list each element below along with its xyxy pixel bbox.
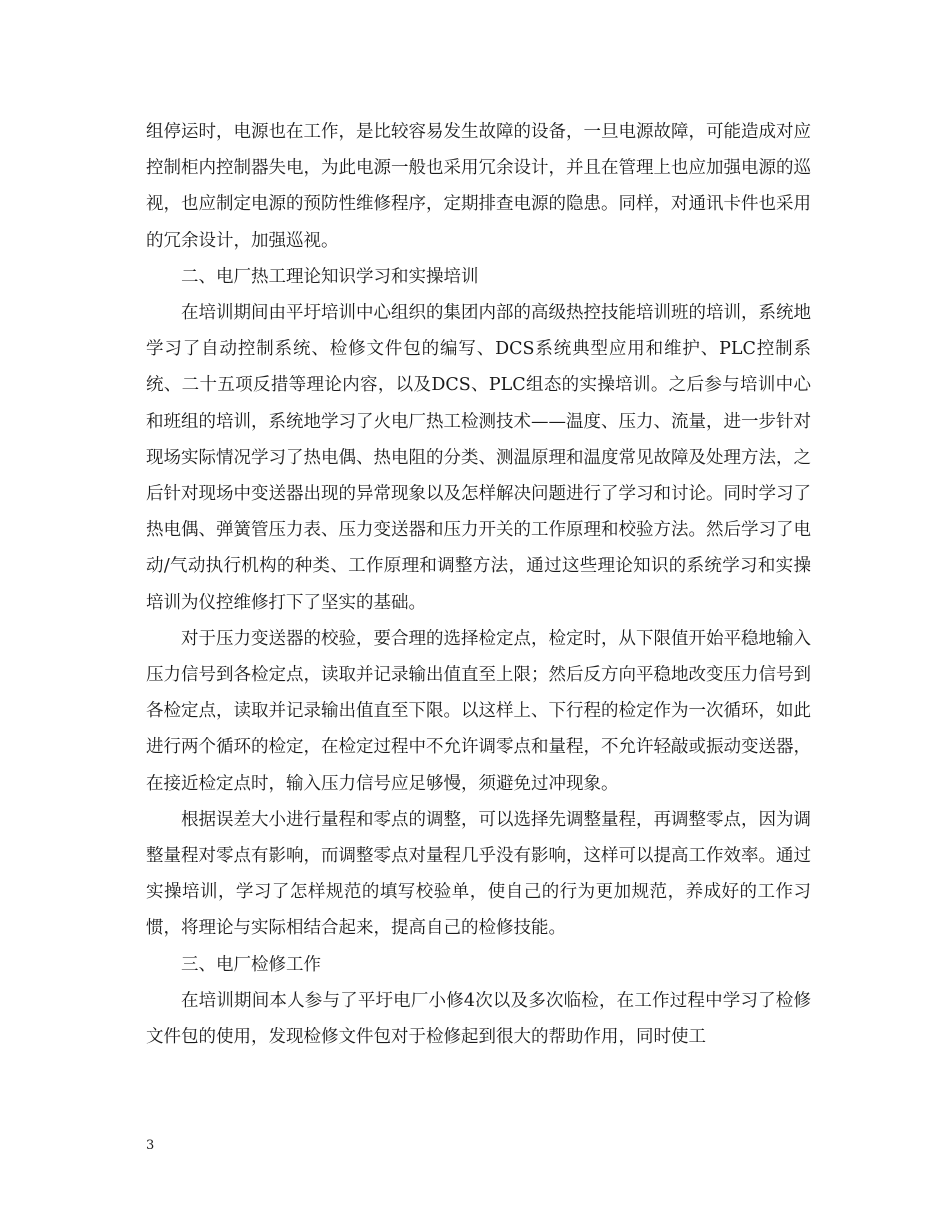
- paragraph-maintenance-work: 在培训期间本人参与了平圩电厂小修4次以及多次临检，在工作过程中学习了检修文件包的使用，发现检修文件包对于检修起到很大的帮助作用，同时使工: [146, 990, 811, 1048]
- page-number: 3: [146, 1138, 155, 1153]
- paragraph-transmitter-calibration: 对于压力变送器的校验，要合理的选择检定点，检定时，从下限值开始平稳地输入压力信号到各检定点，读取并记录输出值直至上限；然后反方向平稳地改变压力信号到各检定点，读取并记录输出值直至下限。以这样上、下行程的检定作为一次循环，如此进行两个循环的检定，在检定过程中不允许调零点和量程，不允许轻敲或振动变送器，在接近检定点时，输入压力信号应足够慢，须避免过冲现象。: [146, 628, 811, 794]
- paragraph-power-redundancy: 组停运时，电源也在工作，是比较容易发生故障的设备，一旦电源故障，可能造成对应控制柜内控制器失电，为此电源一般也采用冗余设计，并且在管理上也应加强电源的巡视，也应制定电源的预防性维修程序，定期排查电源的隐患。同样，对通讯卡件也采用的冗余设计，加强巡视。: [146, 122, 811, 251]
- section-heading-training: 二、电厂热工理论知识学习和实操培训: [181, 266, 479, 287]
- section-heading-maintenance: 三、电厂检修工作: [181, 954, 321, 975]
- paragraph-training-content: 在培训期间由平圩培训中心组织的集团内部的高级热控技能培训班的培训，系统地学习了自动控制系统、检修文件包的编写、DCS系统典型应用和维护、PLC控制系统、二十五项反措等理论内容，以及DCS、PLC组态的实操培训。之后参与培训中心和班组的培训，系统地学习了火电厂热工检测技术——温度、压力、流量，进一步针对现场实际情况学习了热电偶、热电阻的分类、测温原理和温度常见故障及处理方法，之后针对现场中变送器出现的异常现象以及怎样解决问题进行了学习和讨论。同时学习了热电偶、弹簧管压力表、压力变送器和压力开关的工作原理和校验方法。然后学习了电动/气动执行机构的种类、工作原理和调整方法，通过这些理论知识的系统学习和实操培训为仪控维修打下了坚实的基础。: [146, 303, 811, 613]
- paragraph-zero-span-adjustment: 根据误差大小进行量程和零点的调整，可以选择先调整量程，再调整零点，因为调整量程对零点有影响，而调整零点对量程几乎没有影响，这样可以提高工作效率。通过实操培训，学习了怎样规范的填写校验单，使自己的行为更加规范，养成好的工作习惯，将理论与实际相结合起来，提高自己的检修技能。: [146, 809, 811, 939]
- document-body: [146, 114, 811, 1055]
